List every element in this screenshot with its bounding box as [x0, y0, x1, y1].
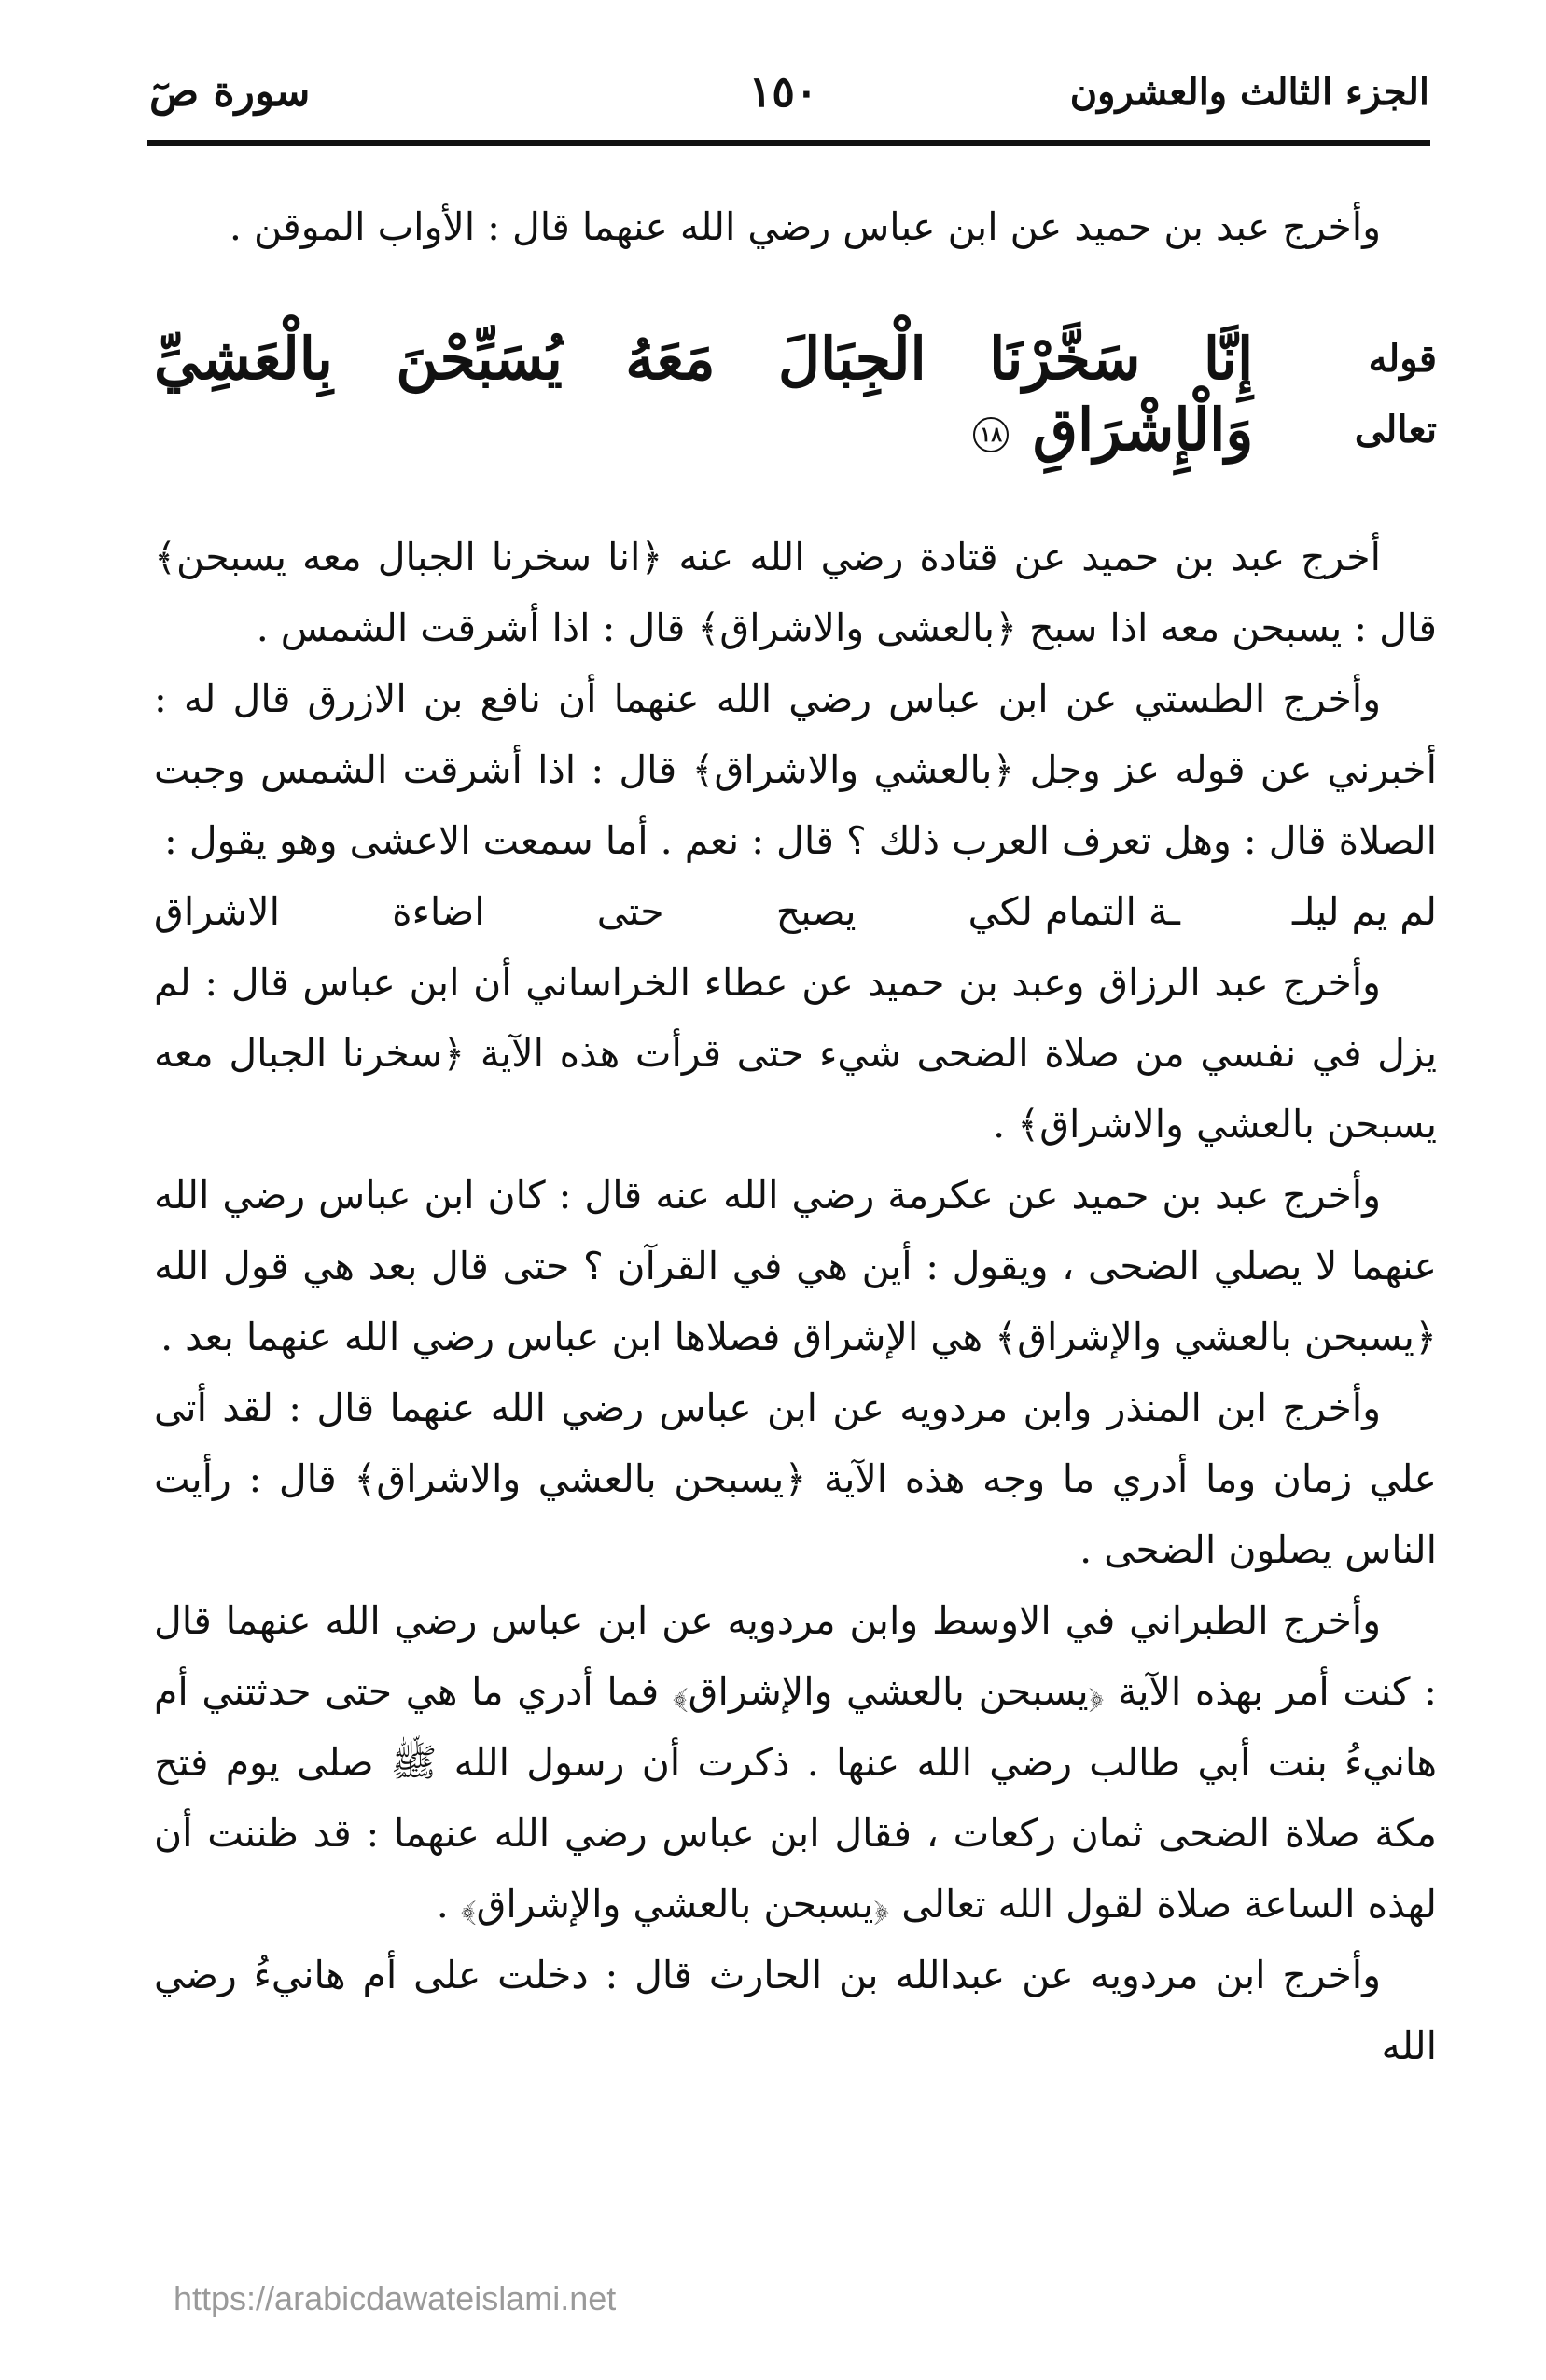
paragraph: وأخرج الطستي عن ابن عباس رضي الله عنهما أن نافع بن الازرق قال له : أخبرني عن قوله عز وجل ﴿بالعشي والاشراق﴾ قال : اذا أشرقت الشمس وجبت الصلاة قال : وهل تعرف العرب ذلك ؟ قال : نعم . أما سمعت الاعشى وهو يقول :	[154, 676, 1437, 863]
paragraph: أخرج عبد بن حميد عن قتادة رضي الله عنه ﴿انا سخرنا الجبال معه يسبحن﴾ قال : يسبحن معه اذا سبح ﴿بالعشى والاشراق﴾ قال : اذا أشرقت الشمس .	[154, 535, 1437, 650]
surah-title: سورة صٓ	[149, 67, 311, 116]
page-body	[154, 191, 1437, 2081]
juz-title: الجزء الثالث والعشرون	[1069, 69, 1429, 114]
poetry-verse	[154, 876, 1437, 947]
poem-part: الاشراق	[154, 889, 280, 934]
poem-part: حتى	[596, 889, 664, 934]
verse-arabic: إِنَّا سَخَّرْنَا الْجِبَالَ مَعَهُ يُسَبِّحْنَ بِالْعَشِيِّ وَالْإِشْرَاقِ	[154, 325, 1254, 464]
poem-part: اضاءة	[392, 889, 485, 934]
watermark-url: https://arabicdawateislami.net	[174, 2279, 617, 2317]
page-header	[149, 54, 1429, 129]
poem-part: ـة التمام لكي	[968, 889, 1180, 934]
header-divider	[147, 140, 1430, 146]
page-number: ١٥٠	[748, 66, 818, 117]
paragraph: وأخرج ابن مردويه عن عبدالله بن الحارث قال : دخلت على أم هانيءُ رضي الله	[154, 1953, 1437, 2068]
quran-verse-line	[154, 324, 1437, 466]
paragraph: وأخرج عبد الرزاق وعبد بن حميد عن عطاء الخراساني أن ابن عباس قال : لم يزل في نفسي من صلاة الضحى شيء حتى قرأت هذه الآية ﴿سخرنا الجبال معه يسبحن بالعشي والاشراق﴾ .	[154, 960, 1437, 1147]
paragraph: وأخرج عبد بن حميد عن ابن عباس رضي الله عنهما قال : الأواب الموقن .	[229, 204, 1381, 249]
ayah-number-marker: ١٨	[973, 417, 1009, 452]
verse-intro: قوله تعالى	[1354, 337, 1437, 452]
verse-text	[154, 324, 1253, 466]
paragraph: وأخرج ابن المنذر وابن مردويه عن ابن عباس رضي الله عنهما قال : لقد أتى علي زمان وما أدري ما وجه هذه الآية ﴿يسبحن بالعشي والاشراق﴾ قال : رأيت الناس يصلون الضحى .	[154, 1385, 1437, 1572]
paragraph: وأخرج عبد بن حميد عن عكرمة رضي الله عنه قال : كان ابن عباس رضي الله عنهما لا يصلي الضحى ، ويقول : أين هي في القرآن ؟ حتى قال بعد هي قول الله ﴿يسبحن بالعشي والإشراق﴾ هي الإشراق فصلاها ابن عباس رضي الله عنهما بعد .	[154, 1173, 1437, 1359]
poem-part: يصبح	[775, 889, 857, 934]
poem-part: لم يم ليلـ	[1292, 889, 1437, 934]
paragraph: وأخرج الطبراني في الاوسط وابن مردويه عن ابن عباس رضي الله عنهما قال : كنت أمر بهذه الآية ﴿يسبحن بالعشي والإشراق﴾ فما أدري ما هي حتى حدثتني أم هانيءُ بنت أبي طالب رضي الله عنها . ذكرت أن رسول الله ﷺ صلى يوم فتح مكة صلاة الضحى ثمان ركعات ، فقال ابن عباس رضي الله عنهما : قد ظننت أن لهذه الساعة صلاة لقول الله تعالى ﴿يسبحن بالعشي والإشراق﴾ .	[154, 1598, 1437, 1927]
